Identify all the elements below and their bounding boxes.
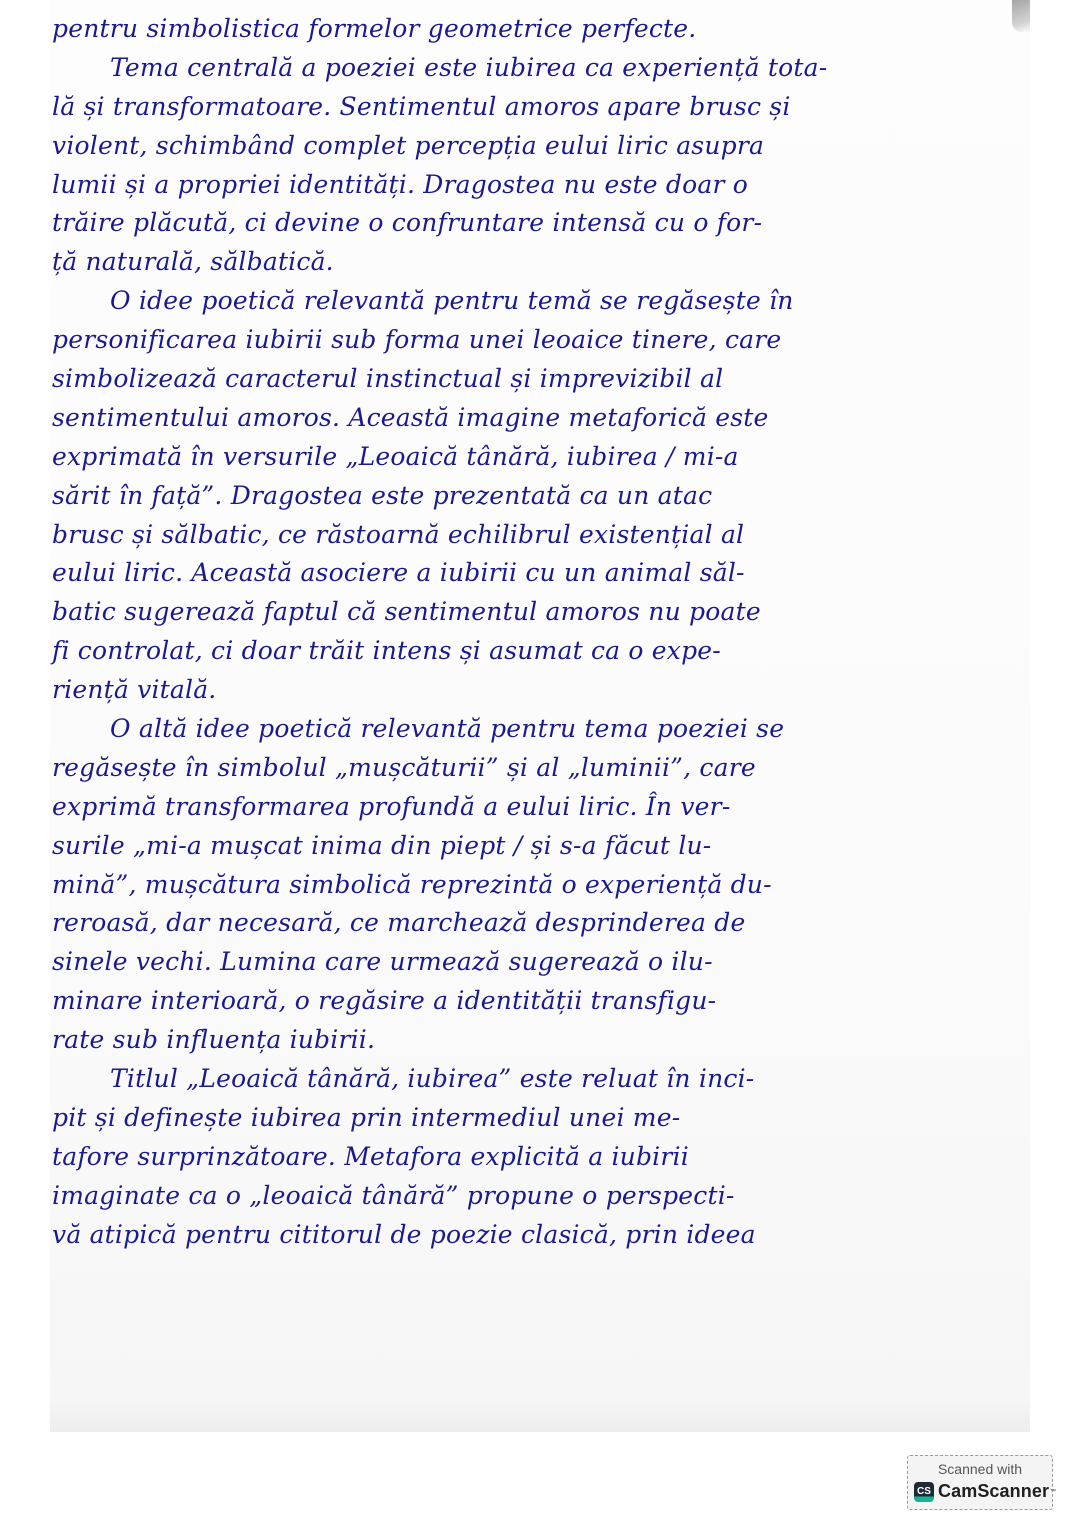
watermark-brand-row — [914, 1481, 1056, 1502]
text-line: exprimată în versurile „Leoaică tânără, iubirea / mi-a — [52, 441, 739, 471]
text-line: reroasă, dar necesară, ce marchează desprinderea de — [52, 908, 746, 938]
text-line: sentimentului amoros. Această imagine metaforică este — [52, 402, 769, 432]
text-line: pentru simbolistica formelor geometrice perfecte. — [52, 14, 697, 43]
text-line: regăsește în simbolul „mușcăturii” și al „luminii”, care — [52, 752, 756, 782]
text-line: sărit în față”. Dragostea este prezentată ca un atac — [52, 480, 713, 510]
text-line: batic sugerează faptul că sentimentul amoros nu poate — [52, 597, 761, 627]
text-line: eului liric. Această asociere a iubirii cu un animal săl- — [52, 558, 745, 588]
text-line: fi controlat, ci doar trăit intens și asumat ca o expe- — [52, 636, 721, 666]
page-bottom-edge — [50, 1398, 1030, 1432]
text-line: ță naturală, sălbatică. — [52, 247, 334, 277]
paragraph-first-line: Tema centrală a poeziei este iubirea ca experiență tota- — [110, 52, 828, 82]
text-line: exprimă transformarea profundă a eului liric. În ver- — [52, 791, 731, 821]
watermark-caption: Scanned with — [937, 1461, 1023, 1477]
text-line: minare interioară, o regăsire a identității transfigu- — [52, 986, 717, 1016]
text-line: imaginate ca o „leoaică tânără” propune o perspecti- — [52, 1180, 735, 1210]
text-line: personificarea iubirii sub forma unei leoaice tinere, care — [52, 325, 782, 355]
text-line: rate sub influența iubirii. — [52, 1025, 376, 1055]
text-line: tafore surprinzătoare. Metafora explicită a iubirii — [52, 1141, 689, 1171]
text-line: simbolizează caracterul instinctual și imprevizibil al — [52, 364, 724, 394]
paragraph-first-line: O idee poetică relevantă pentru temă se regăsește în — [110, 286, 794, 316]
text-line: trăire plăcută, ci devine o confruntare intensă cu o for- — [52, 208, 763, 238]
paragraph-first-line: Titlul „Leoaică tânără, iubirea” este reluat în inci- — [110, 1064, 755, 1094]
text-line: sinele vechi. Lumina care urmează sugerează o ilu- — [52, 947, 713, 977]
text-line: riență vitală. — [52, 675, 217, 705]
camscanner-logo-icon: CS — [914, 1482, 934, 1502]
trademark-symbol: ™ — [1050, 1488, 1057, 1495]
text-line: lă și transformatoare. Sentimentul amoros apare brusc și — [52, 91, 791, 121]
text-line: vă atipică pentru cititorul de poezie clasică, prin ideea — [52, 1219, 756, 1249]
text-line: lumii și a propriei identități. Dragostea nu este doar o — [52, 169, 749, 199]
watermark-brand-name: CamScanner — [938, 1481, 1050, 1501]
text-line: surile „mi-a mușcat inima din piept / și s-a făcut lu- — [52, 830, 712, 860]
handwritten-essay-text — [50, 10, 1030, 1255]
text-line: mină”, mușcătura simbolică reprezintă o experiență du- — [52, 869, 772, 899]
text-line: violent, schimbând complet percepția eului liric asupra — [52, 130, 765, 160]
camscanner-watermark-badge — [907, 1455, 1057, 1510]
text-line: brusc și sălbatic, ce răstoarnă echilibrul existențial al — [52, 519, 745, 549]
scanned-notebook-page — [50, 0, 1030, 1432]
text-line: pit și definește iubirea prin intermediul unei me- — [52, 1102, 681, 1132]
paragraph-first-line: O altă idee poetică relevantă pentru tema poeziei se — [110, 714, 785, 744]
